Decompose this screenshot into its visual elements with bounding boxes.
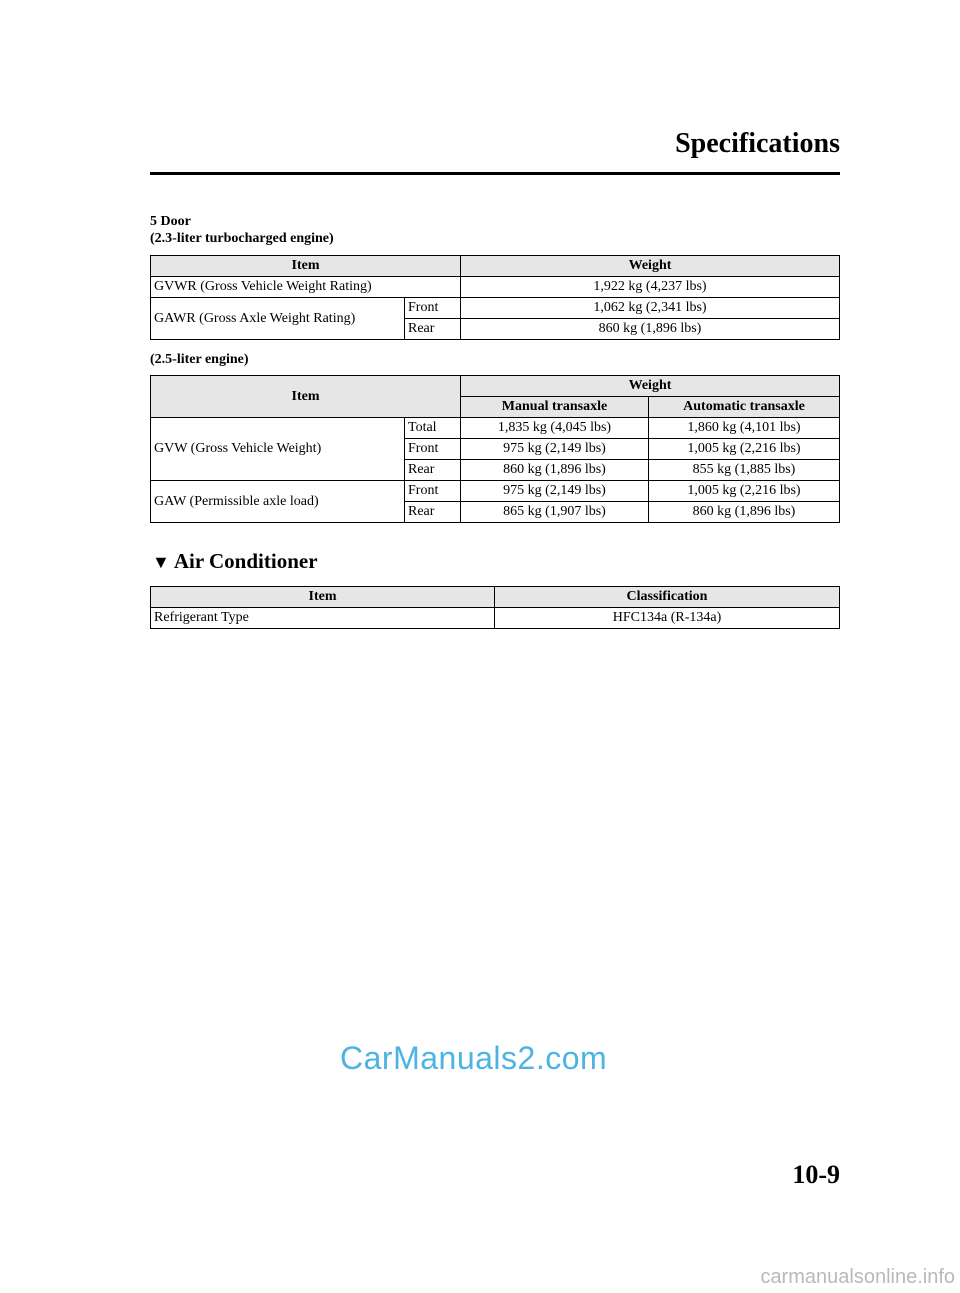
table-row [151, 418, 840, 439]
cell-label: Total [405, 418, 461, 439]
table-row [151, 481, 840, 502]
col-header-item: Item [151, 587, 495, 608]
cell-gaw-item: GAW (Permissible axle load) [151, 481, 405, 523]
section2-caption: (2.5-liter engine) [150, 352, 249, 367]
col-header-weight: Weight [461, 256, 840, 277]
cell-gvw-item: GVW (Gross Vehicle Weight) [151, 418, 405, 481]
col-header-classification: Classification [495, 587, 840, 608]
table-row [151, 277, 840, 298]
cell-automatic: 1,005 kg (2,216 lbs) [649, 439, 840, 460]
cell-label: Front [405, 439, 461, 460]
table-row [151, 608, 840, 629]
col-header-automatic: Automatic transaxle [649, 397, 840, 418]
weight-table-25 [150, 375, 840, 523]
footer-watermark-link[interactable]: carmanualsonline.info [760, 1266, 955, 1288]
col-header-item: Item [151, 256, 461, 277]
cell-gawr-rear-value: 860 kg (1,896 lbs) [461, 319, 840, 340]
col-header-item: Item [151, 376, 461, 418]
header-rule [150, 172, 840, 175]
cell-label: Rear [405, 502, 461, 523]
cell-automatic: 855 kg (1,885 lbs) [649, 460, 840, 481]
table-row [151, 298, 840, 319]
page-number: 10-9 [792, 1160, 840, 1189]
page-title: Specifications [675, 128, 840, 159]
cell-label: Front [405, 481, 461, 502]
table-header-row [151, 256, 840, 277]
cell-gvwr-item: GVWR (Gross Vehicle Weight Rating) [151, 277, 461, 298]
air-conditioner-heading-text: Air Conditioner [173, 549, 318, 573]
section1-caption-line2: (2.3-liter turbocharged engine) [150, 231, 334, 246]
cell-automatic: 860 kg (1,896 lbs) [649, 502, 840, 523]
section1-caption [150, 213, 334, 247]
cell-refrigerant-item: Refrigerant Type [151, 608, 495, 629]
col-header-manual: Manual transaxle [461, 397, 649, 418]
col-header-weight: Weight [461, 376, 840, 397]
triangle-down-icon: ▼ [152, 552, 170, 572]
cell-label: Rear [405, 460, 461, 481]
table-header-row [151, 376, 840, 397]
cell-gawr-rear-label: Rear [405, 319, 461, 340]
watermark-link[interactable]: CarManuals2.com [340, 1040, 608, 1076]
cell-refrigerant-value: HFC134a (R-134a) [495, 608, 840, 629]
cell-automatic: 1,860 kg (4,101 lbs) [649, 418, 840, 439]
air-conditioner-table [150, 586, 840, 629]
cell-gvwr-value: 1,922 kg (4,237 lbs) [461, 277, 840, 298]
cell-manual: 975 kg (2,149 lbs) [461, 439, 649, 460]
cell-manual: 860 kg (1,896 lbs) [461, 460, 649, 481]
air-conditioner-heading [152, 549, 318, 574]
cell-manual: 975 kg (2,149 lbs) [461, 481, 649, 502]
cell-manual: 865 kg (1,907 lbs) [461, 502, 649, 523]
cell-automatic: 1,005 kg (2,216 lbs) [649, 481, 840, 502]
section1-caption-line1: 5 Door [150, 214, 191, 229]
cell-gawr-front-value: 1,062 kg (2,341 lbs) [461, 298, 840, 319]
table-header-row [151, 587, 840, 608]
cell-gawr-front-label: Front [405, 298, 461, 319]
cell-manual: 1,835 kg (4,045 lbs) [461, 418, 649, 439]
weight-table-turbo [150, 255, 840, 340]
cell-gawr-item: GAWR (Gross Axle Weight Rating) [151, 298, 405, 340]
